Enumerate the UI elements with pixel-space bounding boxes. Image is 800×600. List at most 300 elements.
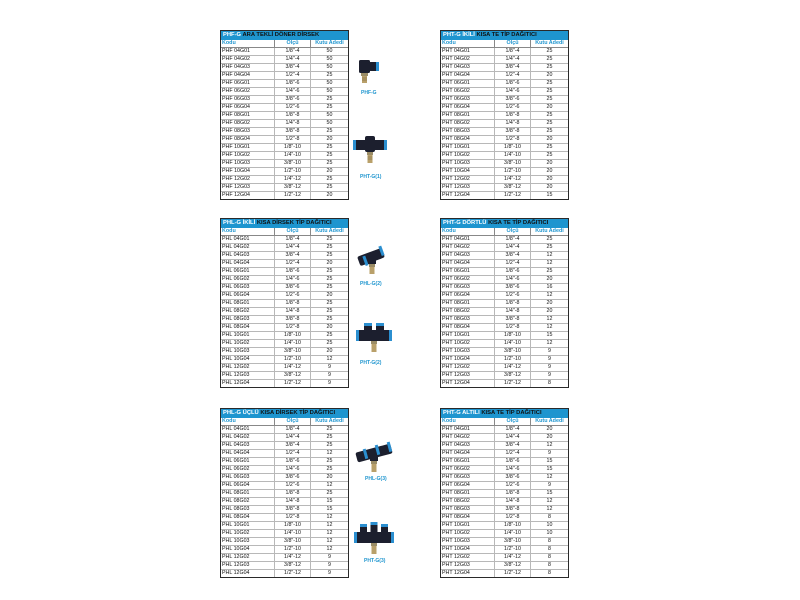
cell-code: PHT 10G02 bbox=[441, 530, 495, 537]
table-row bbox=[221, 144, 348, 152]
cell-qty: 25 bbox=[326, 236, 333, 242]
cell-qty: 25 bbox=[326, 268, 333, 274]
table-row bbox=[221, 498, 348, 506]
cell-qty: 12 bbox=[326, 522, 333, 528]
table-header-row bbox=[441, 228, 568, 236]
cell-qty: 25 bbox=[326, 252, 333, 258]
cell-qty: 25 bbox=[326, 434, 333, 440]
table-row bbox=[441, 372, 568, 380]
cell-qty: 25 bbox=[546, 80, 553, 86]
phf-g-fitting-image bbox=[352, 56, 382, 86]
cell-qty: 20 bbox=[326, 348, 333, 354]
table-row bbox=[441, 300, 568, 308]
cell-code: PHL 08G02 bbox=[221, 308, 275, 315]
cell-size: 1/4"-6 bbox=[495, 466, 531, 473]
phl-g2-fitting-image bbox=[354, 244, 390, 276]
cell-size: 1/4"-4 bbox=[495, 56, 531, 63]
cell-code: PHF 12G03 bbox=[221, 184, 275, 191]
cell-qty: 9 bbox=[548, 348, 551, 354]
cell-size: 1/8"-4 bbox=[495, 426, 531, 433]
cell-code: PHT 06G02 bbox=[441, 466, 495, 473]
cell-size: 1/8"-10 bbox=[495, 332, 531, 339]
cell-size: 3/8"-6 bbox=[275, 284, 311, 291]
cell-size: 3/8"-10 bbox=[495, 348, 531, 355]
cell-size: 1/8"-6 bbox=[495, 458, 531, 465]
cell-size: 1/8"-6 bbox=[495, 80, 531, 87]
cell-size: 1/8"-6 bbox=[275, 268, 311, 275]
cell-qty: 9 bbox=[328, 380, 331, 386]
cell-qty: 25 bbox=[546, 244, 553, 250]
table-phf-g bbox=[220, 30, 349, 200]
table-row bbox=[441, 434, 568, 442]
cell-qty: 8 bbox=[548, 380, 551, 386]
cell-size: 1/4"-8 bbox=[495, 498, 531, 505]
table-title-code: PHT-G DÖRTLÜ bbox=[443, 220, 487, 226]
cell-qty: 25 bbox=[546, 152, 553, 158]
cell-qty: 20 bbox=[546, 168, 553, 174]
cell-size: 1/2"-4 bbox=[495, 450, 531, 457]
cell-size: 3/8"-12 bbox=[495, 562, 531, 569]
cell-code: PHT 10G01 bbox=[441, 332, 495, 339]
cell-size: 3/8"-4 bbox=[275, 442, 311, 449]
cell-code: PHF 08G02 bbox=[221, 120, 275, 127]
cell-code: PHL 04G03 bbox=[221, 442, 275, 449]
cell-qty: 20 bbox=[546, 300, 553, 306]
table-row bbox=[441, 364, 568, 372]
table-title bbox=[221, 31, 348, 40]
cell-code: PHF 06G04 bbox=[221, 104, 275, 111]
cell-qty: 12 bbox=[326, 546, 333, 552]
header-size: Ölçü bbox=[495, 40, 531, 47]
cell-qty: 50 bbox=[326, 64, 333, 70]
cell-qty: 15 bbox=[546, 490, 553, 496]
cell-qty: 20 bbox=[326, 324, 333, 330]
cell-size: 1/2"-12 bbox=[495, 380, 531, 387]
cell-code: PHF 04G03 bbox=[221, 64, 275, 71]
table-row bbox=[221, 514, 348, 522]
table-row bbox=[441, 498, 568, 506]
cell-qty: 12 bbox=[326, 514, 333, 520]
header-size: Ölçü bbox=[275, 228, 311, 235]
table-row bbox=[221, 48, 348, 56]
cell-qty: 25 bbox=[326, 184, 333, 190]
cell-qty: 12 bbox=[546, 316, 553, 322]
table-row bbox=[221, 72, 348, 80]
table-row bbox=[221, 128, 348, 136]
phl-g3-fitting-caption: PHL-G(3) bbox=[365, 476, 387, 482]
table-row bbox=[221, 88, 348, 96]
cell-size: 1/2"-12 bbox=[275, 380, 311, 387]
table-row bbox=[221, 268, 348, 276]
table-row bbox=[441, 168, 568, 176]
pht-g1-fitting-image bbox=[352, 134, 388, 166]
cell-size: 1/4"-6 bbox=[495, 88, 531, 95]
cell-code: PHF 10G04 bbox=[221, 168, 275, 175]
cell-size: 3/8"-6 bbox=[275, 96, 311, 103]
table-row bbox=[441, 562, 568, 570]
cell-size: 1/2"-4 bbox=[495, 260, 531, 267]
cell-code: PHT 08G01 bbox=[441, 112, 495, 119]
cell-size: 3/8"-10 bbox=[495, 538, 531, 545]
table-row bbox=[441, 192, 568, 199]
cell-size: 3/8"-8 bbox=[275, 506, 311, 513]
cell-qty: 25 bbox=[326, 160, 333, 166]
cell-qty: 20 bbox=[546, 426, 553, 432]
cell-size: 1/4"-4 bbox=[275, 56, 311, 63]
cell-code: PHF 04G02 bbox=[221, 56, 275, 63]
table-row bbox=[221, 252, 348, 260]
cell-code: PHL 10G03 bbox=[221, 538, 275, 545]
cell-code: PHT 08G04 bbox=[441, 514, 495, 521]
table-row bbox=[221, 160, 348, 168]
cell-code: PHT 06G01 bbox=[441, 268, 495, 275]
table-row bbox=[441, 236, 568, 244]
table-row bbox=[441, 292, 568, 300]
cell-qty: 10 bbox=[546, 522, 553, 528]
cell-code: PHL 12G04 bbox=[221, 380, 275, 387]
cell-size: 1/2"-6 bbox=[275, 292, 311, 299]
cell-code: PHT 12G03 bbox=[441, 372, 495, 379]
table-row bbox=[441, 522, 568, 530]
cell-qty: 20 bbox=[326, 192, 333, 198]
cell-size: 1/4"-4 bbox=[495, 244, 531, 251]
cell-qty: 9 bbox=[548, 450, 551, 456]
table-row bbox=[221, 364, 348, 372]
cell-size: 3/8"-10 bbox=[275, 348, 311, 355]
table-row bbox=[221, 522, 348, 530]
table-row bbox=[441, 276, 568, 284]
cell-size: 3/8"-12 bbox=[275, 562, 311, 569]
cell-qty: 8 bbox=[548, 562, 551, 568]
cell-code: PHT 12G02 bbox=[441, 176, 495, 183]
cell-qty: 25 bbox=[326, 276, 333, 282]
cell-size: 1/2"-4 bbox=[275, 72, 311, 79]
table-row bbox=[441, 570, 568, 577]
pht-g3-fitting-caption: PHT-G(3) bbox=[364, 558, 386, 564]
cell-qty: 25 bbox=[546, 88, 553, 94]
cell-qty: 9 bbox=[548, 356, 551, 362]
cell-size: 1/4"-12 bbox=[275, 554, 311, 561]
table-row bbox=[221, 426, 348, 434]
cell-size: 1/4"-10 bbox=[275, 152, 311, 159]
cell-qty: 25 bbox=[546, 144, 553, 150]
cell-code: PHT 12G02 bbox=[441, 554, 495, 561]
table-row bbox=[441, 176, 568, 184]
cell-code: PHT 06G04 bbox=[441, 482, 495, 489]
table-title-text: ARA TEKLİ DÖNER DİRSEK bbox=[242, 32, 320, 38]
header-code: Kodu bbox=[441, 228, 495, 235]
table-row bbox=[221, 490, 348, 498]
cell-code: PHL 04G02 bbox=[221, 434, 275, 441]
cell-size: 1/8"-10 bbox=[275, 332, 311, 339]
header-qty: Kutu Adedi bbox=[535, 40, 564, 46]
cell-qty: 8 bbox=[548, 546, 551, 552]
header-size: Ölçü bbox=[275, 418, 311, 425]
cell-qty: 15 bbox=[546, 458, 553, 464]
cell-code: PHT 08G03 bbox=[441, 128, 495, 135]
cell-size: 1/8"-10 bbox=[495, 144, 531, 151]
cell-qty: 20 bbox=[546, 136, 553, 142]
table-title bbox=[441, 31, 568, 40]
cell-size: 1/8"-10 bbox=[275, 144, 311, 151]
cell-code: PHT 12G03 bbox=[441, 562, 495, 569]
cell-size: 3/8"-10 bbox=[275, 538, 311, 545]
table-row bbox=[221, 308, 348, 316]
header-size: Ölçü bbox=[495, 418, 531, 425]
cell-size: 3/8"-10 bbox=[275, 160, 311, 167]
cell-code: PHT 04G04 bbox=[441, 72, 495, 79]
cell-qty: 25 bbox=[326, 340, 333, 346]
cell-size: 1/2"-4 bbox=[495, 72, 531, 79]
cell-size: 1/2"-4 bbox=[275, 260, 311, 267]
cell-size: 1/4"-4 bbox=[275, 434, 311, 441]
table-row bbox=[221, 300, 348, 308]
table-row bbox=[221, 506, 348, 514]
table-row bbox=[441, 530, 568, 538]
header-code: Kodu bbox=[221, 418, 275, 425]
cell-qty: 25 bbox=[546, 96, 553, 102]
cell-qty: 12 bbox=[546, 506, 553, 512]
table-phl-g-ikili bbox=[220, 218, 349, 388]
cell-code: PHT 10G03 bbox=[441, 348, 495, 355]
table-row bbox=[441, 554, 568, 562]
cell-code: PHL 10G04 bbox=[221, 356, 275, 363]
cell-qty: 20 bbox=[326, 168, 333, 174]
cell-code: PHT 06G01 bbox=[441, 458, 495, 465]
table-row bbox=[441, 64, 568, 72]
table-header-row bbox=[221, 40, 348, 48]
cell-size: 3/8"-8 bbox=[495, 506, 531, 513]
cell-code: PHF 08G01 bbox=[221, 112, 275, 119]
cell-qty: 12 bbox=[546, 324, 553, 330]
table-row bbox=[221, 530, 348, 538]
table-row bbox=[221, 136, 348, 144]
cell-qty: 9 bbox=[548, 482, 551, 488]
cell-code: PHT 06G02 bbox=[441, 88, 495, 95]
table-row bbox=[441, 144, 568, 152]
pht-g2-fitting-image bbox=[354, 322, 394, 356]
cell-size: 1/2"-8 bbox=[495, 514, 531, 521]
table-title bbox=[441, 219, 568, 228]
table-row bbox=[221, 340, 348, 348]
cell-size: 1/4"-8 bbox=[275, 120, 311, 127]
table-row bbox=[221, 562, 348, 570]
cell-code: PHL 12G04 bbox=[221, 570, 275, 577]
cell-code: PHT 04G04 bbox=[441, 260, 495, 267]
cell-code: PHT 12G04 bbox=[441, 380, 495, 387]
table-row bbox=[221, 356, 348, 364]
cell-code: PHT 06G03 bbox=[441, 284, 495, 291]
table-title bbox=[441, 409, 568, 418]
cell-code: PHT 08G01 bbox=[441, 300, 495, 307]
cell-size: 3/8"-8 bbox=[275, 316, 311, 323]
table-title bbox=[221, 409, 348, 418]
cell-size: 3/8"-6 bbox=[495, 474, 531, 481]
cell-code: PHT 06G03 bbox=[441, 96, 495, 103]
table-row bbox=[221, 96, 348, 104]
table-row bbox=[221, 284, 348, 292]
table-row bbox=[441, 48, 568, 56]
cell-size: 1/2"-10 bbox=[275, 546, 311, 553]
cell-qty: 20 bbox=[326, 292, 333, 298]
cell-qty: 25 bbox=[326, 104, 333, 110]
table-pht-g-ikili bbox=[440, 30, 569, 200]
cell-size: 1/4"-12 bbox=[495, 364, 531, 371]
table-row bbox=[441, 184, 568, 192]
cell-qty: 9 bbox=[328, 554, 331, 560]
table-title-text: KISA DİRSEK TİP DAĞITICI bbox=[260, 410, 336, 416]
table-row bbox=[221, 324, 348, 332]
table-row bbox=[221, 482, 348, 490]
table-row bbox=[221, 112, 348, 120]
pht-g1-fitting-caption: PHT-G(1) bbox=[360, 174, 382, 180]
cell-size: 1/8"-8 bbox=[495, 112, 531, 119]
header-code: Kodu bbox=[441, 418, 495, 425]
cell-size: 1/4"-6 bbox=[495, 276, 531, 283]
cell-size: 1/4"-10 bbox=[275, 530, 311, 537]
table-phl-g-uclu bbox=[220, 408, 349, 578]
cell-code: PHF 12G02 bbox=[221, 176, 275, 183]
table-row bbox=[441, 112, 568, 120]
cell-qty: 25 bbox=[326, 72, 333, 78]
cell-code: PHL 10G04 bbox=[221, 546, 275, 553]
cell-qty: 9 bbox=[328, 372, 331, 378]
cell-size: 1/2"-10 bbox=[275, 168, 311, 175]
cell-code: PHF 06G03 bbox=[221, 96, 275, 103]
cell-size: 1/2"-4 bbox=[275, 450, 311, 457]
cell-qty: 12 bbox=[546, 252, 553, 258]
cell-qty: 20 bbox=[546, 72, 553, 78]
cell-size: 3/8"-8 bbox=[495, 316, 531, 323]
cell-code: PHT 08G02 bbox=[441, 308, 495, 315]
cell-size: 1/2"-10 bbox=[495, 356, 531, 363]
phl-g2-fitting-caption: PHL-G(2) bbox=[360, 281, 382, 287]
cell-code: PHF 10G02 bbox=[221, 152, 275, 159]
table-row bbox=[441, 356, 568, 364]
cell-size: 1/2"-6 bbox=[495, 292, 531, 299]
cell-code: PHL 06G03 bbox=[221, 474, 275, 481]
cell-qty: 25 bbox=[546, 120, 553, 126]
header-size: Ölçü bbox=[275, 40, 311, 47]
cell-qty: 16 bbox=[546, 284, 553, 290]
cell-code: PHF 08G03 bbox=[221, 128, 275, 135]
cell-code: PHL 10G02 bbox=[221, 340, 275, 347]
cell-qty: 20 bbox=[326, 474, 333, 480]
cell-size: 1/8"-8 bbox=[275, 490, 311, 497]
table-row bbox=[441, 268, 568, 276]
cell-qty: 12 bbox=[326, 356, 333, 362]
cell-qty: 12 bbox=[546, 474, 553, 480]
cell-code: PHT 08G01 bbox=[441, 490, 495, 497]
cell-size: 1/8"-4 bbox=[275, 48, 311, 55]
cell-qty: 20 bbox=[326, 136, 333, 142]
cell-qty: 25 bbox=[326, 442, 333, 448]
table-row bbox=[441, 474, 568, 482]
cell-code: PHL 10G02 bbox=[221, 530, 275, 537]
cell-size: 1/8"-4 bbox=[275, 426, 311, 433]
cell-size: 3/8"-10 bbox=[495, 160, 531, 167]
header-code: Kodu bbox=[221, 40, 275, 47]
table-row bbox=[441, 120, 568, 128]
cell-code: PHT 06G01 bbox=[441, 80, 495, 87]
cell-size: 1/2"-10 bbox=[495, 546, 531, 553]
cell-code: PHL 06G01 bbox=[221, 268, 275, 275]
cell-qty: 10 bbox=[546, 530, 553, 536]
cell-size: 1/2"-8 bbox=[275, 136, 311, 143]
cell-size: 3/8"-4 bbox=[275, 252, 311, 259]
phf-g-fitting-caption: PHF-G bbox=[361, 90, 377, 96]
cell-code: PHF 06G01 bbox=[221, 80, 275, 87]
table-title-text: KISA TE TİP DAĞITICI bbox=[476, 32, 537, 38]
cell-size: 1/2"-10 bbox=[275, 356, 311, 363]
table-row bbox=[441, 72, 568, 80]
cell-code: PHF 04G01 bbox=[221, 48, 275, 55]
cell-code: PHT 04G04 bbox=[441, 450, 495, 457]
table-row bbox=[221, 442, 348, 450]
cell-qty: 15 bbox=[546, 466, 553, 472]
cell-qty: 50 bbox=[326, 48, 333, 54]
cell-code: PHL 04G04 bbox=[221, 260, 275, 267]
table-header-row bbox=[441, 418, 568, 426]
cell-size: 3/8"-8 bbox=[495, 128, 531, 135]
phl-g3-fitting-image bbox=[352, 438, 396, 474]
cell-qty: 8 bbox=[548, 514, 551, 520]
cell-qty: 12 bbox=[546, 340, 553, 346]
cell-code: PHL 08G03 bbox=[221, 506, 275, 513]
cell-size: 1/2"-8 bbox=[275, 514, 311, 521]
table-row bbox=[221, 348, 348, 356]
cell-qty: 25 bbox=[326, 152, 333, 158]
table-header-row bbox=[441, 40, 568, 48]
cell-code: PHT 06G04 bbox=[441, 292, 495, 299]
header-size: Ölçü bbox=[495, 228, 531, 235]
table-title-code: PHT-G ALTILI bbox=[443, 410, 480, 416]
cell-qty: 12 bbox=[326, 530, 333, 536]
cell-code: PHL 12G03 bbox=[221, 372, 275, 379]
cell-size: 1/4"-10 bbox=[275, 340, 311, 347]
cell-size: 1/8"-6 bbox=[275, 80, 311, 87]
cell-size: 1/4"-8 bbox=[495, 120, 531, 127]
cell-size: 1/4"-12 bbox=[275, 176, 311, 183]
cell-qty: 12 bbox=[546, 442, 553, 448]
cell-size: 1/8"-6 bbox=[275, 458, 311, 465]
cell-qty: 9 bbox=[548, 364, 551, 370]
cell-qty: 25 bbox=[326, 458, 333, 464]
header-code: Kodu bbox=[441, 40, 495, 47]
cell-size: 3/8"-6 bbox=[495, 96, 531, 103]
cell-size: 3/8"-12 bbox=[495, 184, 531, 191]
cell-size: 1/2"-8 bbox=[495, 136, 531, 143]
cell-qty: 25 bbox=[546, 112, 553, 118]
cell-size: 1/2"-12 bbox=[275, 192, 311, 199]
table-row bbox=[441, 260, 568, 268]
table-row bbox=[441, 160, 568, 168]
table-row bbox=[441, 482, 568, 490]
cell-size: 1/4"-6 bbox=[275, 466, 311, 473]
header-qty: Kutu Adedi bbox=[315, 228, 344, 234]
cell-size: 3/8"-4 bbox=[495, 442, 531, 449]
cell-qty: 25 bbox=[546, 56, 553, 62]
table-row bbox=[221, 168, 348, 176]
cell-code: PHL 04G01 bbox=[221, 236, 275, 243]
cell-size: 1/8"-8 bbox=[275, 300, 311, 307]
table-row bbox=[221, 244, 348, 252]
cell-code: PHT 10G01 bbox=[441, 144, 495, 151]
cell-size: 1/2"-8 bbox=[275, 324, 311, 331]
cell-size: 1/4"-6 bbox=[275, 276, 311, 283]
table-row bbox=[221, 104, 348, 112]
header-code: Kodu bbox=[221, 228, 275, 235]
